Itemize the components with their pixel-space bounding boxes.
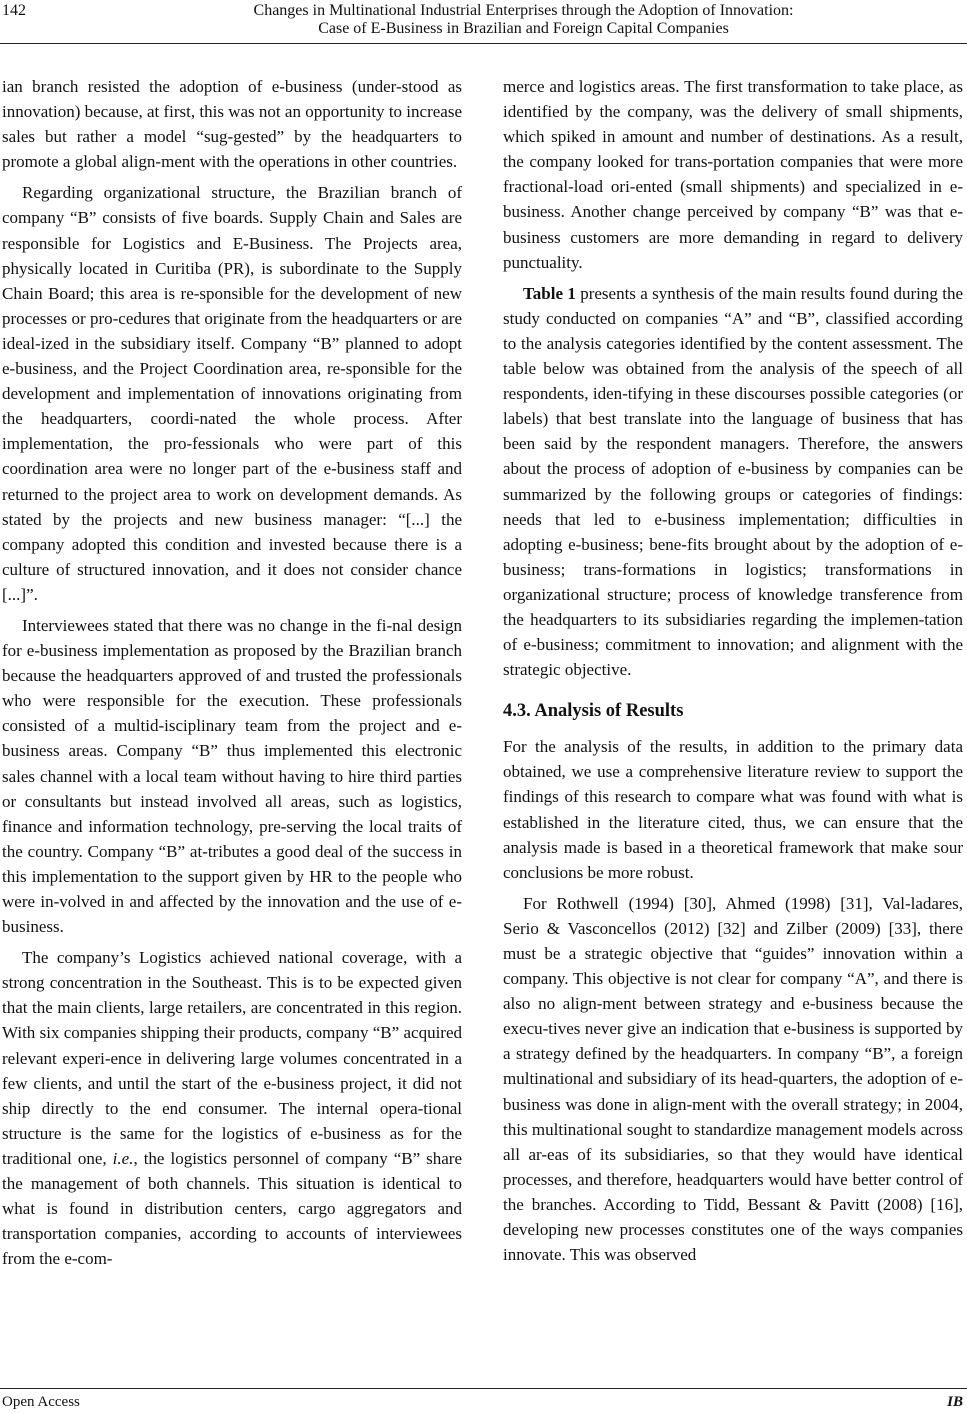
paragraph: For the analysis of the results, in addition to the primary data obtained, we use a comprehensive literature review to support the findings of this research to compare what was found with what is established in the literature cited, thus, we can ensure that the analysis made is based in a theoretical framework that make sour conclusions be more robust. (503, 737, 963, 882)
paragraph: Interviewees stated that there was no change in the fi-nal design for e-business implementation as proposed by the Brazilian branch because the headquarters approved of and trusted the professionals who were responsible for the execution. These professionals consisted of a multid-isciplinary team from the project and e-business areas. Company “B” thus implemented this electronic sales channel with a local team without having to hire third parties or consultants but instead involved all areas, such as logistics, finance and information technology, pre-serving the local traits of the country. Company “B” at-tributes a good deal of the success in this implementation to the support given by HR to the people who were in-volved in and affected by the innovation and the use of e-business. (2, 615, 462, 937)
paragraph: merce and logistics areas. The first transformation to take place, as identified by the company, was the delivery of small shipments, which spiked in amount and number of destinations. As a result, the company looked for trans-portation companies that were more fractional-load ori-ented (small shipments) and specialized in e-business. Another change perceived by company “B” was that e-business customers are more demanding in regard to delivery punctuality. (503, 77, 963, 272)
paragraph: ian branch resisted the adoption of e-business (under-stood as innovation) because, at first, this was not an opportunity to increase sales but rather a model “sug-gested” by the headquarters to promote a global align-ment with the operations in other countries. (2, 77, 462, 172)
paragraph-text: presents a synthesis of the main results found during the study conducted on companies “A” and “B”, classified according to the analysis categories identified by the content assessment. The table below was obtained from the analysis of the speech of all respondents, iden-tifying in these discourses possible categories (or labels) that best translate into the language of business that has been said by the respondent managers. Therefore, the answers about the process of adoption of e-business by companies can be summarized by the following groups or categories of findings: needs that led to e-business implementation; difficulties in adopting e-business; bene-fits brought about by the adoption of e-business; trans-formations in logistics; transformations in organizational structure; process of knowledge transference from the headquarters to its subsidiaries regarding the implemen-tation of e-business; commitment to innovation; and alignment with the strategic objective. (503, 283, 963, 680)
table-reference: Table 1 (523, 283, 576, 303)
running-title-line-1: Changes in Multinational Industrial Enterprises through the Adoption of Innovation: (253, 2, 794, 19)
paragraph: Regarding organizational structure, the Brazilian branch of company “B” consists of five boards. Supply Chain and Sales are responsible for Logistics and E-Business. The Projects area, physically located in Curitiba (PR), is subordinate to the Supply Chain Board; this area is re-sponsible for the development of new processes or pro-cedures that originate from the headquarters or are ideal-ized in the subsidiary itself. Company “B” planned to adopt e-business, and the Project Coordination area, re-sponsible for the development and implementation of innovations originating from the headquarters, coordi-nated the whole process. After implementation, the pro-fessionals who were part of this coordination area were no longer part of the e-business staff and returned to the project area to work on development demands. As stated by the projects and new business manager: “[...] the company adopted this condition and invested because there is a culture of structured innovation, and it does not consider chance [...]”. (2, 183, 462, 604)
left-column (2, 74, 462, 1277)
paragraph: For Rothwell (1994) [30], Ahmed (1998) [31], Val-ladares, Serio & Vasconcellos (2012) [32] and Zilber (2009) [33], there must be a strategic objective that “guides” innovation within a company. This objective is not clear for company “A”, and there is also no align-ment between strategy and e-business because the execu-tives never give an indication that e-business is supported by a strategy defined by the headquarters. In company “B”, a foreign multinational and subsidiary of its head-quarters, the adoption of e-business was done in align-ment with the overall strategy; in 2004, this multinational sought to standardize management models across all ar-eas of its subsidiaries, so that they would have identical processes, and therefore, headquarters would have better control of the branches. According to Tidd, Bessant & Pavitt (2008) [16], developing new processes constitutes one of the ways companies innovate. This was observed (503, 893, 963, 1265)
right-column (503, 74, 963, 1273)
section-heading: 4.3. Analysis of Results (503, 701, 684, 722)
paragraph-text: , the logistics personnel of company “B” share the management of both channels. This situation is identical to what is found in distribution centers, cargo aggregators and transportation companies, according to accounts of interviewees from the e-com- (2, 1148, 462, 1269)
paragraph (503, 281, 963, 683)
paragraph-text: The company’s Logistics achieved national coverage, with a strong concentration in the Southeast. This is to be expected given that the main clients, large retailers, are concentrated in this region. With six companies shipping their products, company “B” acquired relevant experi-ence in delivering large volumes concentrated in a few clients, and until the start of the e-business project, it did not ship directly to the end consumer. The internal opera-tional structure is the same for the logistics of e-business as for the traditional one, (2, 948, 462, 1168)
page-number: 142 (2, 2, 26, 19)
page-header (0, 0, 967, 44)
header-divider (0, 43, 967, 44)
running-title (120, 2, 927, 38)
footer-open-access: Open Access (2, 1394, 80, 1410)
italic-abbreviation: i.e. (112, 1148, 134, 1168)
running-title-line-2: Case of E-Business in Brazilian and Foreign Capital Companies (318, 20, 729, 37)
footer-journal-abbreviation: IB (947, 1394, 963, 1410)
footer-divider (0, 1388, 967, 1389)
paragraph (2, 945, 462, 1271)
